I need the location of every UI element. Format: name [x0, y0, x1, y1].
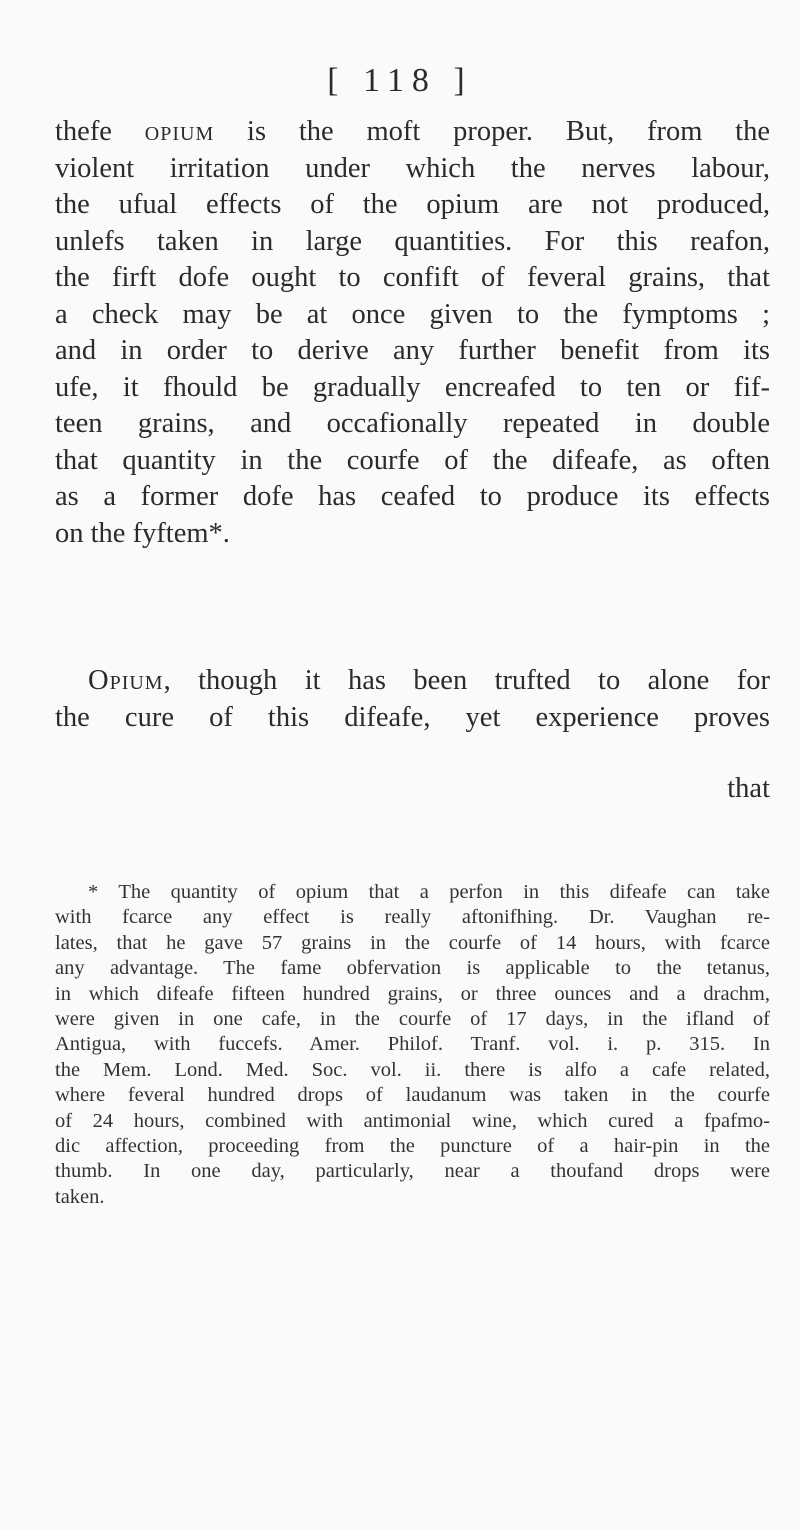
- footnote-line: the Mem. Lond. Med. Soc. vol. ii. there is alfo a cafe related,: [55, 1058, 770, 1081]
- footnote-line: with fcarce any effect is really aftonifhing. Dr. Vaughan re-: [55, 906, 770, 929]
- footnote-line: were given in one cafe, in the courfe of 17 days, in the ifland of: [55, 1007, 770, 1030]
- paragraph-1: [55, 114, 770, 552]
- text-line: that quantity in the courfe of the difeafe, as often: [55, 444, 770, 476]
- text-line: and in order to derive any further benefit from its: [55, 335, 770, 366]
- footnote: [55, 880, 770, 1210]
- text-segment: is the moft proper. But, from the: [214, 116, 771, 147]
- footnote-line: dic affection, proceeding from the puncture of a hair-pin in the: [55, 1134, 770, 1157]
- text-line: the cure of this difeafe, yet experience proves: [55, 701, 770, 733]
- footnote-line: in which difeafe fifteen hundred grains, or three ounces and a drachm,: [55, 982, 770, 1005]
- footnote-line: Antigua, with fuccefs. Amer. Philof. Tranf. vol. i. p. 315. In: [55, 1033, 770, 1056]
- catchword: that: [727, 773, 770, 804]
- small-caps-word: Opium: [88, 665, 164, 696]
- text-segment: thefe: [55, 116, 145, 147]
- footnote-line: any advantage. The fame obfervation is applicable to the tetanus,: [55, 957, 770, 980]
- small-caps-word: opium: [144, 116, 215, 147]
- paragraph-2: [55, 663, 770, 736]
- text-line: violent irritation under which the nerves labour,: [55, 152, 770, 184]
- text-line: the ufual effects of the opium are not produced,: [55, 189, 770, 220]
- text-segment: , though it has been trufted to alone for: [163, 665, 770, 696]
- text-line: [55, 663, 770, 700]
- text-line: as a former dofe has ceafed to produce its effects: [55, 481, 770, 512]
- footnote-line: taken.: [55, 1185, 105, 1208]
- page-number-header: [ 118 ]: [327, 62, 473, 99]
- text-line: a check may be at once given to the fymptoms ;: [55, 298, 770, 330]
- footnote-line: of 24 hours, combined with antimonial wine, which cured a fpafmo-: [55, 1109, 770, 1132]
- text-line: [55, 114, 770, 151]
- text-line: teen grains, and occafionally repeated in double: [55, 408, 770, 439]
- text-line: the firft dofe ought to confift of feveral grains, that: [55, 262, 770, 293]
- footnote-line: * The quantity of opium that a perfon in this difeafe can take: [88, 881, 770, 903]
- footnote-line: lates, that he gave 57 grains in the courfe of 14 hours, with fcarce: [55, 931, 770, 954]
- footnote-line: where feveral hundred drops of laudanum was taken in the courfe: [55, 1084, 770, 1107]
- text-line: unlefs taken in large quantities. For this reafon,: [55, 225, 770, 257]
- text-line: on the fyftem*.: [55, 517, 230, 549]
- text-line: ufe, it fhould be gradually encreafed to ten or fif-: [55, 371, 770, 403]
- footnote-line: thumb. In one day, particularly, near a thoufand drops were: [55, 1160, 770, 1183]
